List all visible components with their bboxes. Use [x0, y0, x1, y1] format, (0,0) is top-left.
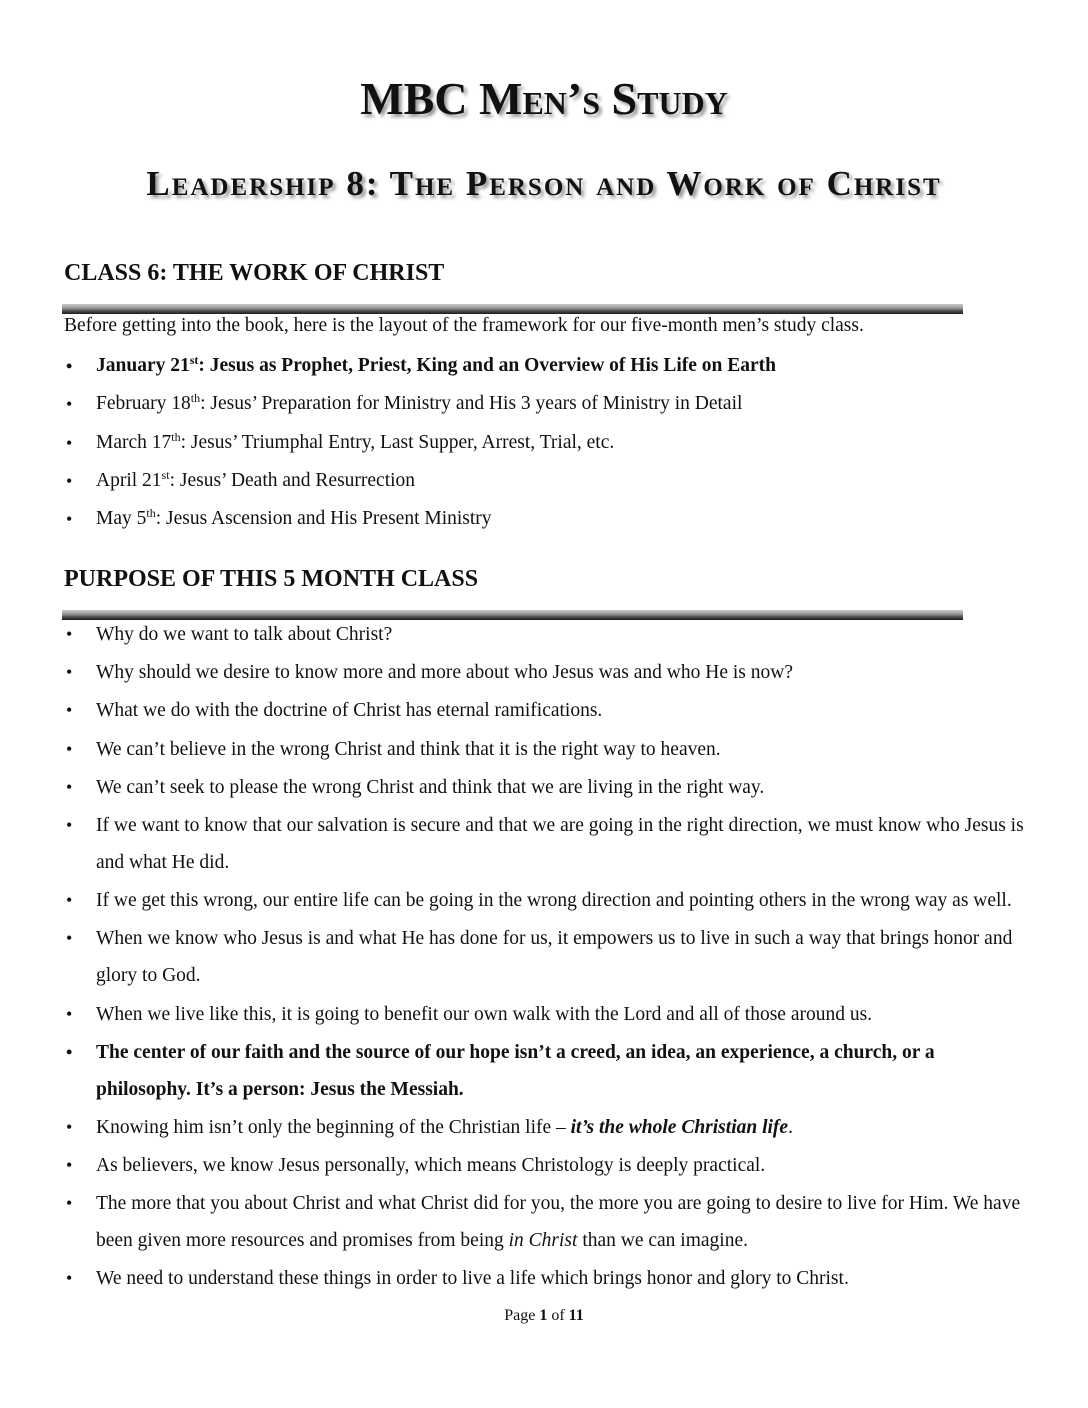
subtitle-part [766, 164, 777, 203]
schedule-date: February 18 [96, 393, 191, 415]
purpose-item: • We can’t believe in the wrong Christ and think that it is the right way to heaven. [64, 731, 1024, 768]
schedule-date: May 5 [96, 508, 147, 530]
item-text: than we can imagine. [577, 1230, 748, 1252]
schedule-item [64, 467, 1024, 505]
schedule-item [64, 429, 1024, 467]
schedule-date: March 17 [96, 431, 172, 453]
subtitle-part: L [146, 164, 172, 203]
schedule-topic: : Jesus Ascension and His Present Ministry [155, 508, 492, 530]
item-text: . [788, 1116, 793, 1138]
purpose-item: • We need to understand these things in order to live a life which brings honor and glory to Christ. [64, 1260, 1024, 1297]
title-part: s [582, 73, 601, 124]
title-part: S [600, 73, 638, 124]
date-suffix: th [190, 391, 201, 406]
subtitle-part [585, 164, 596, 203]
document-title [0, 72, 1088, 125]
item-text: The more that you about Christ and what Christ did for you, the more you are going to desire to live for Him. We have been given more resources and promises from being [96, 1193, 1021, 1252]
title-part: MBC M [360, 73, 523, 124]
purpose-item: • If we want to know that our salvation is secure and that we are going in the right direction, we must know who Jesus is and what He did. [64, 807, 1024, 881]
schedule-date: January 21 [96, 355, 190, 376]
schedule-topic: : Jesus’ Preparation for Ministry and His 3 years of Ministry in Detail [200, 393, 743, 415]
subtitle-part: and [596, 164, 657, 203]
purpose-item: • If we get this wrong, our entire life can be going in the wrong direction and pointing others in the wrong way as well. [64, 882, 1024, 919]
of-label: of [547, 1307, 569, 1324]
title-part: ’ [566, 73, 583, 124]
subtitle-part: erson [489, 164, 586, 203]
purpose-item: • When we know who Jesus is and what He has done for us, it empowers us to live in such a way that brings honor and glory to God. [64, 920, 1024, 994]
subtitle-part: he [414, 164, 456, 203]
subtitle-part: eadership [171, 164, 336, 203]
date-suffix: st [189, 353, 199, 367]
purpose-item: • When we live like this, it is going to benefit our own walk with the Lord and all of those around us. [64, 996, 1024, 1033]
purpose-item [64, 1109, 1024, 1146]
purpose-item: • What we do with the doctrine of Christ has eternal ramifications. [64, 692, 1024, 729]
subtitle-part: ork [703, 164, 767, 203]
schedule-topic: : Jesus’ Death and Resurrection [169, 469, 416, 491]
section-divider [62, 304, 963, 314]
class-section-heading: CLASS 6: THE WORK OF CHRIST [64, 260, 445, 286]
purpose-item: • The center of our faith and the source of our hope isn’t a creed, an idea, an experience, a church, or a philosophy. It’s a person: Jesus the Messiah. [64, 1034, 1024, 1108]
schedule-topic: : Jesus’ Triumphal Entry, Last Supper, Arrest, Trial, etc. [180, 431, 615, 453]
item-emphasis: it’s the whole Christian life [570, 1116, 789, 1138]
intro-paragraph: Before getting into the book, here is the layout of the framework for our five-month men’s study class. [64, 315, 864, 336]
purpose-item: • As believers, we know Jesus personally, which means Christology is deeply practical. [64, 1147, 1024, 1184]
schedule-item [64, 352, 1024, 390]
subtitle-part: of [777, 164, 816, 203]
subtitle-part: 8: T [335, 164, 415, 203]
page-number: 1 [539, 1307, 548, 1324]
purpose-item: • Why should we desire to know more and more about who Jesus was and who He is now? [64, 654, 1024, 691]
subtitle-part: hrist [853, 164, 942, 203]
schedule-topic: : Jesus as Prophet, Priest, King and an Overview of His Life on Earth [198, 355, 776, 376]
schedule-date: April 21 [96, 469, 162, 491]
subtitle-part: C [815, 164, 854, 203]
page-footer [0, 1307, 1088, 1325]
purpose-list [64, 616, 1024, 1299]
title-part: tudy [637, 73, 728, 124]
document-subtitle [0, 164, 1088, 204]
purpose-section-heading: PURPOSE OF THIS 5 MONTH CLASS [64, 566, 479, 592]
purpose-item [64, 1185, 1024, 1259]
schedule-item [64, 505, 1024, 543]
item-text: Knowing him isn’t only the beginning of the Christian life – [96, 1116, 571, 1138]
schedule-list [64, 352, 1024, 543]
item-emphasis: in Christ [508, 1230, 578, 1252]
page-label: Page [504, 1307, 540, 1324]
title-part: en [522, 73, 567, 124]
purpose-item: • We can’t seek to please the wrong Christ and think that we are living in the right way. [64, 769, 1024, 806]
subtitle-part: W [656, 164, 704, 203]
date-suffix: th [146, 506, 156, 521]
date-suffix: st [161, 467, 170, 482]
schedule-item [64, 390, 1024, 428]
date-suffix: th [171, 429, 181, 444]
purpose-item: • Why do we want to talk about Christ? [64, 616, 1024, 653]
page-total: 11 [568, 1307, 584, 1324]
subtitle-part: P [455, 164, 490, 203]
